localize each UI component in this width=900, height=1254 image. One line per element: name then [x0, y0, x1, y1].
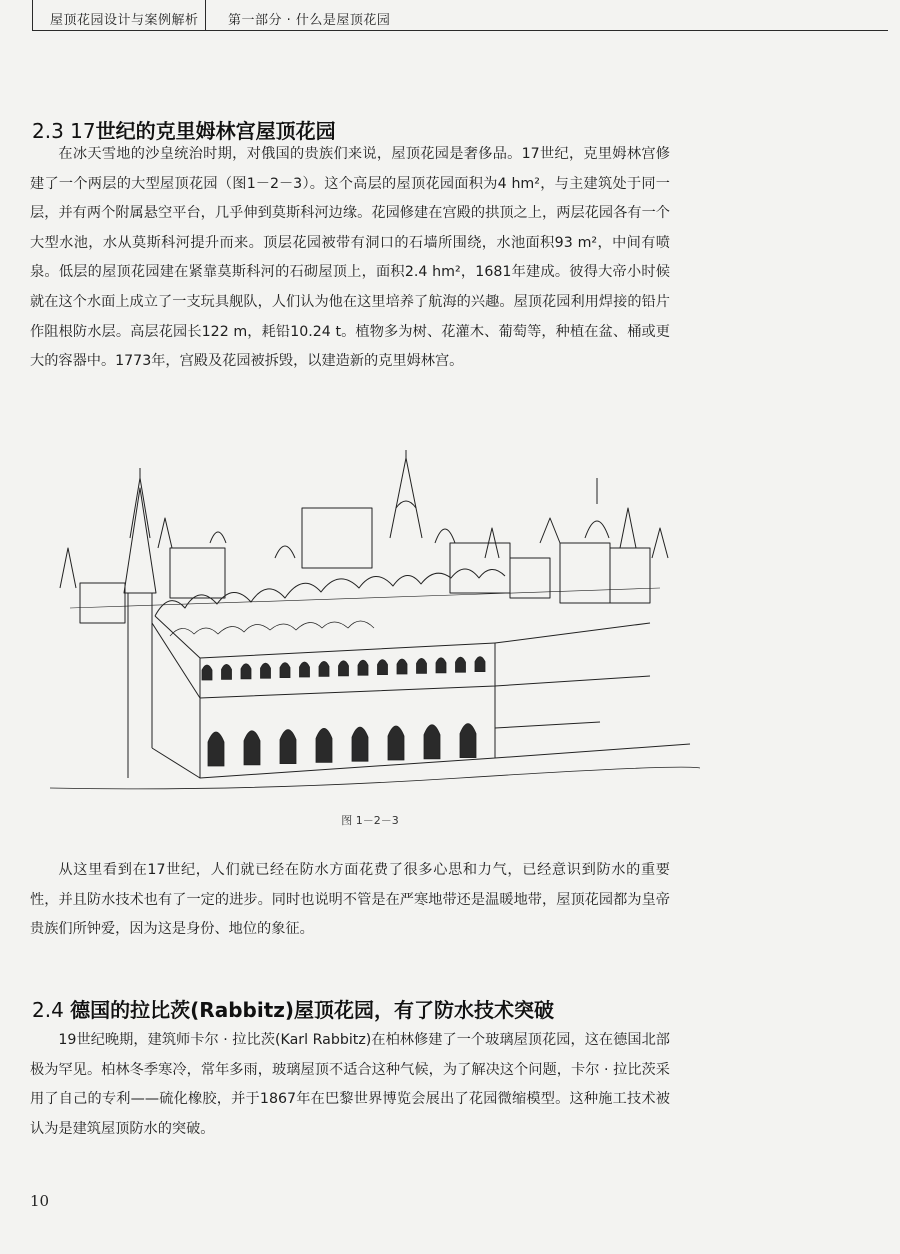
arch-window — [417, 658, 427, 673]
arch-window — [241, 664, 251, 679]
section-title: 世纪的克里姆林宫屋顶花园 — [95, 119, 336, 143]
arch-window — [280, 663, 290, 678]
arch-window — [300, 662, 310, 677]
arch-doorway — [388, 726, 404, 760]
page-number: 10 — [30, 1192, 50, 1210]
section-number: 2.4 — [32, 998, 71, 1022]
arch-window — [475, 657, 485, 672]
sketch-drawing — [40, 448, 700, 808]
paragraph-after-figure: 从这里看到在17世纪，人们就已经在防水方面花费了很多心思和力气，已经意识到防水的重要性，并且防水技术也有了一定的进步。同时也说明不管是在严寒地带还是温暖地带，屋顶花园都为皇帝贵族们所钟爱，因为这是身份、地位的象征。 — [30, 862, 670, 938]
arch-doorway — [280, 730, 296, 764]
section-title: 德国的拉比茨(Rabbitz)屋顶花园，有了防水技术突破 — [70, 998, 555, 1022]
arch-doorway — [208, 732, 224, 766]
arch-doorway — [460, 724, 476, 758]
section-number: 2.3 17 — [32, 119, 96, 143]
section-2-4-heading — [32, 994, 554, 1023]
arch-doorway — [352, 727, 368, 761]
section-2-4-paragraph: 19世纪晚期，建筑师卡尔 · 拉比茨(Karl Rabbitz)在柏林修建了一个玻璃屋顶花园，这在德国北部极为罕见。柏林冬季寒冷，常年多雨，玻璃屋顶不适合这种气候，为了解决这个问题，卡尔 · 拉比茨采用了自己的专利——硫化橡胶，并于1867年在巴黎世界博览会展出了花园微缩模型。这种施工技术被认为是建筑屋顶防水的突破。 — [30, 1032, 670, 1137]
arch-window — [202, 665, 212, 680]
arch-window — [456, 657, 466, 672]
arch-window — [358, 660, 368, 675]
arch-window — [378, 660, 388, 675]
section-2-3-paragraph: 在冰天雪地的沙皇统治时期，对俄国的贵族们来说，屋顶花园是奢侈品。17世纪，克里姆林宫修建了一个两层的大型屋顶花园（图1－2－3）。这个高层的屋顶花园面积为4 hm²，与主建筑处于同一层，并有两个附属悬空平台，几乎伸到莫斯科河边缘。花园修建在宫殿的拱顶之上，两层花园各有一个大型水池，水从莫斯科河提升而来。顶层花园被带有洞口的石墙所围绕，水池面积93 m²，中间有喷泉。低层的屋顶花园建在紧靠莫斯科河的石砌屋顶上，面积2.4 hm²，1681年建成。彼得大帝小时候就在这个水面上成立了一支玩具舰队，人们认为他在这里培养了航海的兴趣。屋顶花园利用焊接的铅片作阻根防水层。高层花园长122 m，耗铅10.24 t。植物多为树、花灌木、葡萄等，种植在盆、桶或更大的容器中。1773年，宫殿及花园被拆毁，以建造新的克里姆林宫。 — [30, 146, 670, 370]
arch-window — [261, 663, 271, 678]
arch-window — [319, 661, 329, 676]
header-part-title: 第一部分 · 什么是屋顶花园 — [228, 13, 391, 28]
arch-window — [397, 659, 407, 674]
arch-doorway — [244, 731, 260, 765]
arch-window — [339, 661, 349, 676]
figure-caption: 图 1－2－3 — [341, 814, 399, 827]
kremlin-roof-garden-sketch — [40, 448, 700, 808]
arch-window — [222, 664, 232, 679]
header-rule — [32, 30, 888, 31]
arch-doorway — [424, 725, 440, 759]
header-divider — [205, 0, 206, 30]
header-book-title: 屋顶花园设计与案例解析 — [50, 13, 199, 28]
arch-window — [436, 658, 446, 673]
arch-doorway — [316, 728, 332, 762]
